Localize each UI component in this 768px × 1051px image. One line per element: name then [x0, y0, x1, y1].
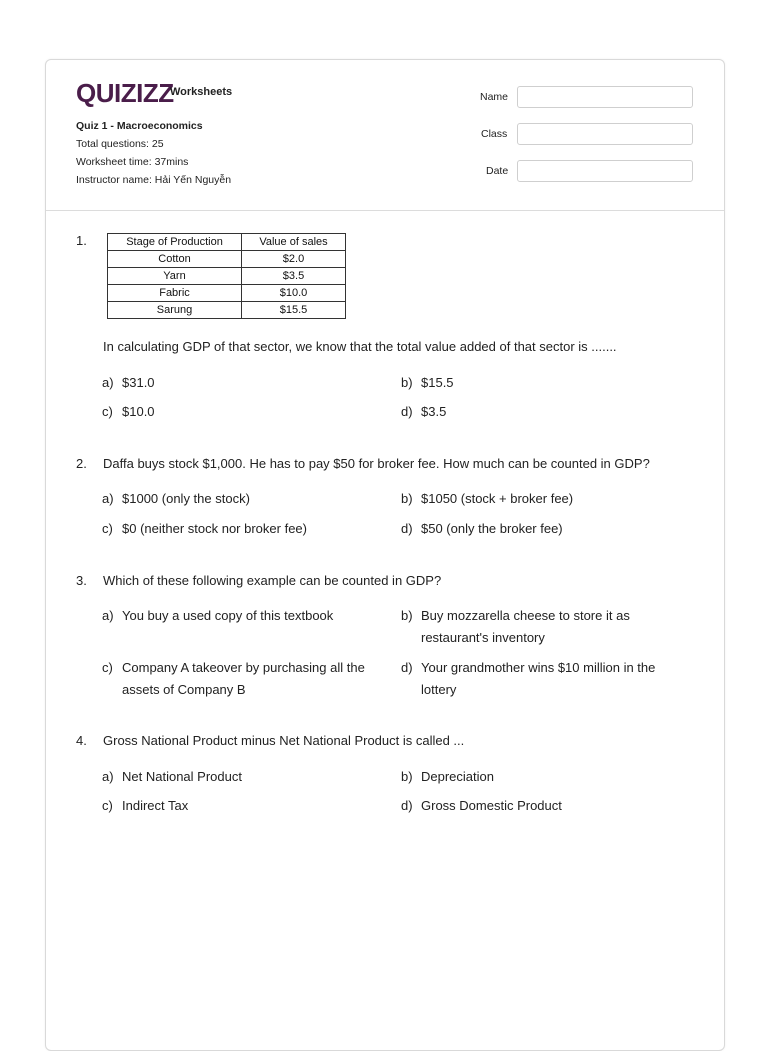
option-text: Net National Product [122, 769, 242, 784]
table-row [108, 268, 346, 285]
date-field[interactable] [517, 160, 693, 182]
question-2-option-a[interactable] [102, 488, 250, 510]
option-text: Your grandmother wins $10 million in the lottery [421, 660, 656, 697]
option-text: $1050 (stock + broker fee) [421, 491, 574, 506]
option-letter: a) [102, 375, 114, 390]
option-letter: b) [401, 375, 413, 390]
question-1-option-a[interactable] [102, 372, 155, 394]
option-text: $31.0 [122, 375, 155, 390]
question-2-text: Daffa buys stock $1,000. He has to pay $50 for broker fee. How much can be counted in GDP? [103, 456, 650, 471]
option-letter: d) [401, 798, 413, 813]
question-1-option-c[interactable] [102, 401, 155, 423]
name-field[interactable] [517, 86, 693, 108]
quizizz-logo: QUIZIZZ [76, 78, 174, 108]
question-3-text: Which of these following example can be counted in GDP? [103, 573, 442, 588]
option-text: Indirect Tax [122, 798, 189, 813]
question-4-option-d[interactable] [401, 795, 562, 817]
option-letter: c) [102, 660, 113, 675]
option-text: $50 (only the broker fee) [421, 521, 563, 536]
worksheet-header [46, 60, 724, 211]
quiz-title: Quiz 1 - Macroeconomics [76, 120, 203, 132]
question-1-number: 1. [76, 233, 87, 248]
option-letter: b) [401, 769, 413, 784]
table-cell: $3.5 [242, 268, 346, 285]
option-text: You buy a used copy of this textbook [122, 608, 334, 623]
table-row [108, 302, 346, 319]
option-text: $3.5 [421, 404, 447, 419]
option-letter: d) [401, 521, 413, 536]
option-text: Gross Domestic Product [421, 798, 562, 813]
option-text: $15.5 [421, 375, 454, 390]
option-letter: b) [401, 608, 413, 623]
table-cell: $15.5 [242, 302, 346, 319]
question-2-number: 2. [76, 456, 87, 471]
class-label: Class [481, 128, 508, 140]
question-4-option-a[interactable] [102, 766, 242, 788]
option-letter: c) [102, 404, 113, 419]
table-cell: Yarn [108, 268, 242, 285]
question-4-option-b[interactable] [401, 766, 494, 788]
option-letter: a) [102, 491, 114, 506]
option-letter: d) [401, 404, 413, 419]
question-1-option-d[interactable] [401, 401, 446, 423]
question-3-number: 3. [76, 573, 87, 588]
option-text: $0 (neither stock nor broker fee) [122, 521, 307, 536]
production-table [107, 233, 346, 319]
option-letter: a) [102, 608, 114, 623]
table-cell: $2.0 [242, 251, 346, 268]
table-header-row [108, 234, 346, 251]
option-letter: b) [401, 491, 413, 506]
table-cell: Sarung [108, 302, 242, 319]
instructor-name: Instructor name: Hải Yến Nguyễn [76, 174, 232, 186]
option-text: $1000 (only the stock) [122, 491, 250, 506]
question-4-text: Gross National Product minus Net National Product is called ... [103, 733, 465, 748]
name-label: Name [480, 91, 509, 103]
option-letter: c) [102, 798, 113, 813]
question-2-option-c[interactable] [102, 518, 307, 540]
question-2-option-d[interactable] [401, 518, 563, 540]
question-3-option-b[interactable] [401, 605, 676, 649]
class-field[interactable] [517, 123, 693, 145]
question-2-option-b[interactable] [401, 488, 573, 510]
total-questions: Total questions: 25 [76, 138, 164, 150]
table-cell: Fabric [108, 285, 242, 302]
question-1-text: In calculating GDP of that sector, we know that the total value added of that sector is ....... [103, 339, 617, 354]
logo-subtitle: Worksheets [170, 86, 233, 98]
option-text: Company A takeover by purchasing all the assets of Company B [122, 660, 365, 697]
table-header: Stage of Production [108, 234, 242, 251]
option-text: Depreciation [421, 769, 494, 784]
option-letter: d) [401, 660, 413, 675]
question-4-number: 4. [76, 733, 87, 748]
option-letter: c) [102, 521, 113, 536]
table-header: Value of sales [242, 234, 346, 251]
table-row [108, 285, 346, 302]
table-row [108, 251, 346, 268]
option-letter: a) [102, 769, 114, 784]
question-4-option-c[interactable] [102, 795, 188, 817]
date-label: Date [486, 165, 509, 177]
question-3-option-d[interactable] [401, 657, 676, 701]
option-text: Buy mozzarella cheese to store it as restaurant's inventory [421, 608, 630, 645]
question-1-option-b[interactable] [401, 372, 454, 394]
worksheet-time: Worksheet time: 37mins [76, 156, 189, 168]
worksheet-page [45, 59, 725, 1051]
question-3-option-a[interactable] [102, 605, 382, 627]
question-3-option-c[interactable] [102, 657, 384, 701]
table-cell: $10.0 [242, 285, 346, 302]
option-text: $10.0 [122, 404, 155, 419]
table-cell: Cotton [108, 251, 242, 268]
